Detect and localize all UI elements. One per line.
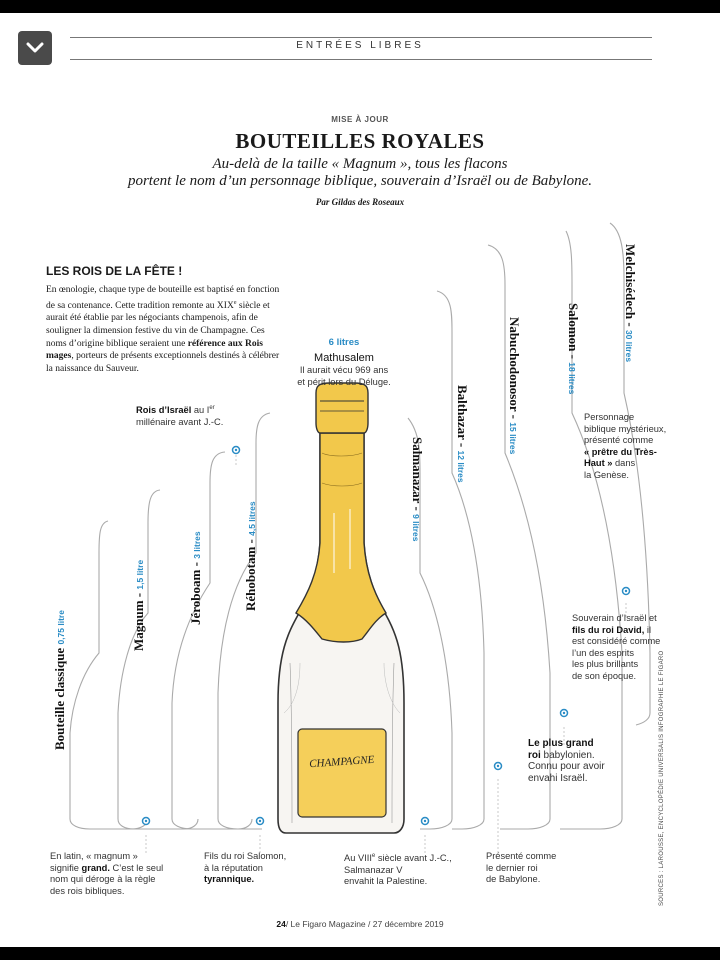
annot-sup: er [209, 405, 215, 411]
bottle-volume: 1,5 litre [135, 559, 145, 590]
bottle-sep: - [243, 535, 258, 547]
bottle-name: Salomon [566, 303, 581, 352]
annot-bold: Haut » [584, 458, 613, 468]
intro-sup: e [233, 299, 237, 306]
annot-line: envahi Israël. [528, 772, 588, 784]
annotation-balthazar [486, 851, 586, 886]
bottle-volume: 18 litres [567, 362, 577, 395]
annot-line: le dernier roi [486, 862, 538, 873]
annotation-melchisedech [584, 412, 684, 481]
annot-text: C’est le seul [109, 862, 164, 873]
bottle-label-salomon [565, 303, 581, 394]
annot-text: babylonien. [540, 749, 595, 761]
bottle-label-salmanazar [409, 437, 425, 541]
bottle-name: Nabuchodonosor [507, 317, 522, 412]
annot-line: des rois bibliques. [50, 885, 125, 896]
bottle-volume: 30 litres [624, 329, 634, 363]
annot-line: de Babylone. [486, 874, 541, 884]
bottle-sep: - [188, 558, 203, 570]
bottle-volume: 12 litres [456, 450, 466, 483]
annot-line: Souverain d’Israël et [572, 613, 657, 623]
mathusalem-volume: 6 litres [328, 337, 360, 348]
annot-line: millénaire avant J.-C. [136, 416, 224, 427]
bottle-name: Balthazar [455, 385, 470, 440]
annot-line: biblique mystérieux, [584, 423, 667, 434]
annotation-magnum [50, 851, 190, 897]
annot-bold: Le plus grand [528, 738, 594, 749]
annot-line: la Genèse. [584, 469, 629, 480]
bottle-label-balthazar [454, 385, 470, 483]
annot-line: nom qui déroge à la règle [50, 874, 156, 884]
mathusalem-desc-2: et périt lors du Déluge. [297, 376, 391, 387]
bottle-sep: - [566, 351, 581, 363]
bottle-name: Réhobotam [243, 546, 258, 611]
footer-publication: / Le Figaro Magazine / 27 décembre 2019 [285, 919, 444, 929]
annot-text: il [644, 624, 652, 635]
bottle-sep: - [131, 589, 146, 601]
bottle-label-rehobotam [243, 501, 259, 611]
annot-line: Connu pour avoir [528, 761, 605, 772]
section-title: ENTRÉES LIBRES [296, 40, 424, 51]
annotation-jeroboam [136, 403, 266, 428]
annot-line: envahit la Palestine. [344, 876, 428, 887]
bottle-name: Magnum [131, 600, 146, 651]
annot-line: En latin, « magnum » [50, 851, 138, 861]
magazine-page [0, 13, 720, 947]
bottle-volume: 9 litres [411, 514, 421, 542]
annot-text: signifie [50, 862, 82, 873]
annot-bold: tyrannique. [204, 874, 255, 884]
bottle-label-jeroboam [188, 531, 204, 625]
bottle-sep: - [507, 411, 522, 423]
bottle-sep: - [410, 503, 425, 515]
bottle-name: Jéroboam [188, 569, 203, 625]
bottle-name: Bouteille classique [52, 647, 67, 750]
bottle-label-nabuchodonosor [506, 317, 522, 454]
bottle-volume: 3 litres [192, 531, 202, 559]
annotation-salomon [572, 613, 682, 682]
intro-p1: En œnologie, chaque type de bouteille est baptisé en fonction de sa contenance. Cette tradition remonte au XIX [46, 285, 280, 311]
champagne-bottle [278, 383, 404, 833]
page-footer [0, 919, 720, 929]
annot-line: de son époque. [572, 670, 637, 681]
bottle-name: Salmanazar [410, 437, 425, 504]
annot-bold: Rois d’Israël [136, 405, 192, 416]
bottle-label-melchisedech [622, 244, 638, 362]
annot-line: l’un des esprits [572, 647, 635, 658]
article-title: BOUTEILLES ROYALES [235, 129, 485, 153]
annot-bold: grand. [81, 862, 110, 873]
subtitle-line-2: portent le nom d’un personnage biblique, souverain d’Israël ou de Babylone. [127, 173, 593, 189]
annot-line: Personnage [584, 412, 635, 422]
intro-bold: référence aux Rois mages [46, 338, 263, 362]
subtitle-line-1: Au-delà de la taille « Magnum », tous les flacons [212, 156, 508, 172]
annot-text: dans [612, 458, 636, 468]
bottle-label-magnum [131, 560, 147, 651]
bottle-label-text: CHAMPAGNE [308, 753, 375, 771]
annot-text: au I [191, 405, 210, 416]
sources-credit: SOURCES : LAROUSSE, ENCYCLOPÉDIE UNIVERSALIS INFOGRAPHIE LE FIGARO [659, 650, 665, 906]
bottle-volume: 15 litres [508, 422, 518, 455]
annot-text: Au VIII [344, 853, 372, 864]
intro-p3: , porteurs de présents exceptionnels destinés à célébrer la naissance du Sauveur. [46, 351, 280, 374]
annot-sup: e [371, 853, 376, 859]
annotation-salmanazar [344, 851, 474, 888]
annot-line: à la réputation [204, 862, 263, 873]
bottle-volume: 4,5 litres [247, 501, 257, 536]
bottle-sep: - [623, 319, 638, 330]
annotation-rehobotam [204, 851, 314, 886]
bottle-sep: - [455, 439, 470, 451]
annot-line: présenté comme [584, 435, 654, 445]
annot-line: Présenté comme [486, 851, 557, 861]
annot-line: Salmanazar V [344, 864, 403, 875]
bottle-volume: 0,75 litre [56, 610, 66, 645]
annot-bold: roi [528, 749, 541, 761]
mathusalem-name: Mathusalem [314, 352, 374, 364]
annotation-nabuchodonosor [528, 738, 628, 784]
annot-text: siècle avant J.-C., [375, 853, 452, 864]
intro-heading: LES ROIS DE LA FÊTE ! [46, 264, 183, 278]
mathusalem-desc [280, 365, 408, 388]
mathusalem-desc-1: Il aurait vécu 969 ans [299, 365, 389, 375]
intro-p2: siècle et aurait été établie par les négociants champenois, afin de souligner la dimension festive du vin de Champagne. Ces noms d’origine biblique seraient une [46, 300, 270, 349]
annot-line: est considéré comme [572, 636, 661, 646]
annot-bold: « prêtre du Très- [584, 446, 657, 457]
page-number: 24 [276, 919, 286, 929]
annot-bold: fils du roi David, [572, 624, 645, 635]
annot-line: les plus brillants [572, 659, 639, 669]
bottle-label-classique [52, 610, 68, 750]
bottle-name: Melchisédech [623, 244, 638, 320]
annot-line: Fils du roi Salomon, [204, 851, 287, 861]
article-byline: Par Gildas des Roseaux [315, 197, 405, 207]
article-kicker: MISE À JOUR [331, 115, 389, 124]
